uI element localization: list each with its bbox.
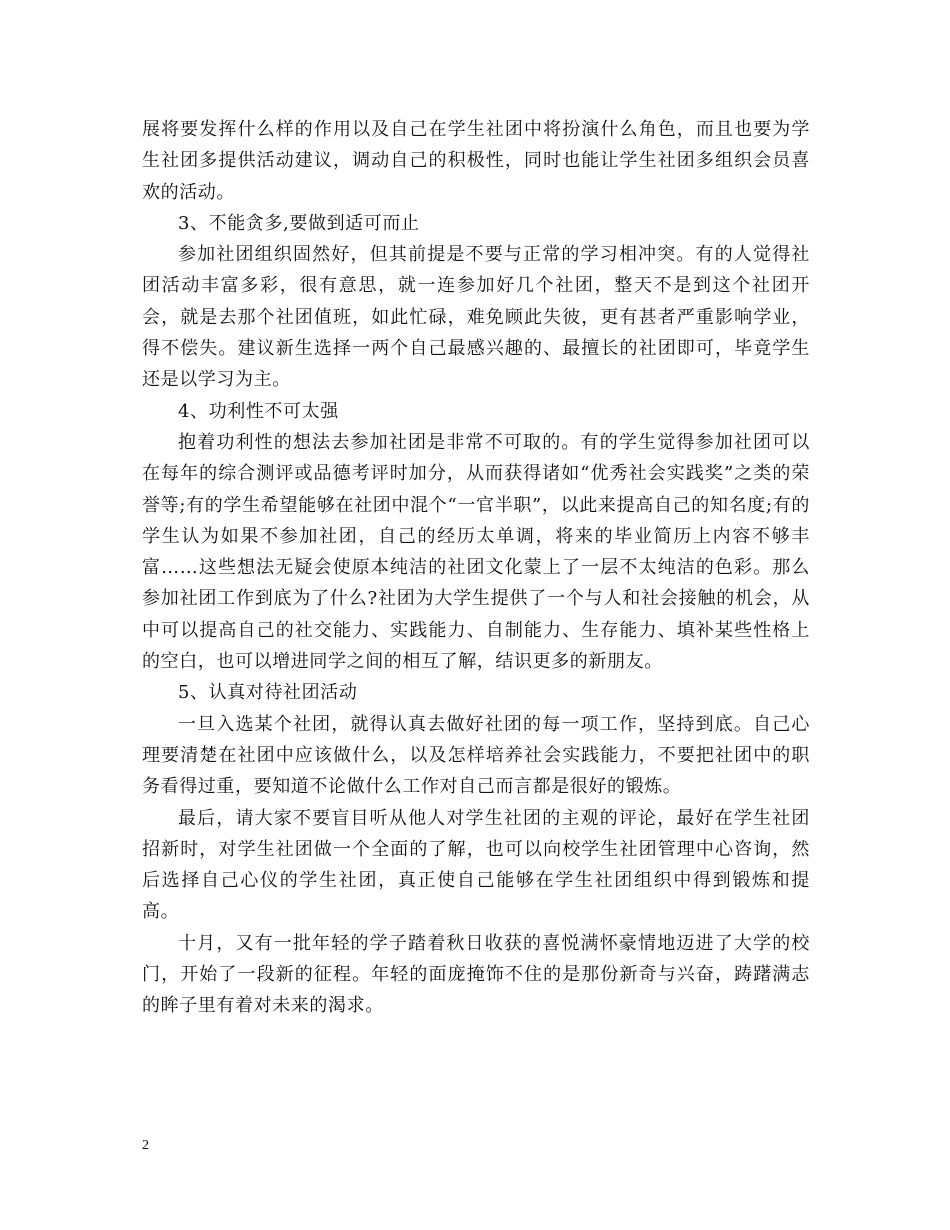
section-heading-5: 5、认真对待社团活动 — [178, 682, 358, 704]
document-body — [142, 114, 810, 1022]
paragraph-moderation: 参加社团组织固然好，但其前提是不要与正常的学习相冲突。有的人觉得社团活动丰富多彩，很有意思，就一连参加好几个社团，整天不是到这个社团开会，就是去那个社团值班，如此忙碌，难免顾此失彼，更有甚者严重影响学业，得不偿失。建议新生选择一两个自己最感兴趣的、最擅长的社团即可，毕竟学生还是以学习为主。 — [142, 244, 810, 391]
section-heading-3: 3、不能贪多,要做到适可而止 — [178, 212, 420, 234]
paragraph-utilitarian: 抱着功利性的想法去参加社团是非常不可取的。有的学生觉得参加社团可以在每年的综合测评或品德考评时加分，从而获得诸如“优秀社会实践奖”之类的荣誉等;有的学生希望能够在社团中混个“一官半职”，以此来提高自己的知名度;有的学生认为如果不参加社团，自己的经历太单调，将来的毕业简历上内容不够丰富……这些想法无疑会使原本纯洁的社团文化蒙上了一层不太纯洁的色彩。那么参加社团工作到底为了什么?社团为大学生提供了一个与人和社会接触的机会，从中可以提高自己的社交能力、实践能力、自制能力、生存能力、填补某些性格上的空白，也可以增进同学之间的相互了解，结识更多的新朋友。 — [142, 431, 810, 673]
paragraph-october: 十月，又有一批年轻的学子踏着秋日收获的喜悦满怀豪情地迈进了大学的校门，开始了一段新的征程。年轻的面庞掩饰不住的是那份新奇与兴奋，踌躇满志的眸子里有着对未来的渴求。 — [142, 932, 810, 1017]
paragraph-take-seriously: 一旦入选某个社团，就得认真去做好社团的每一项工作，坚持到底。自己心理要清楚在社团中应该做什么，以及怎样培养社会实践能力，不要把社团中的职务看得过重，要知道不论做什么工作对自己而言都是很好的锻炼。 — [142, 713, 810, 798]
page-number: 2 — [142, 1138, 149, 1153]
paragraph-conclusion: 最后，请大家不要盲目听从他人对学生社团的主观的评论，最好在学生社团招新时，对学生社团做一个全面的了解，也可以向校学生社团管理中心咨询，然后选择自己心仪的学生社团，真正使自己能够在学生社团组织中得到锻炼和提高。 — [142, 807, 810, 923]
paragraph-continuation: 展将要发挥什么样的作用以及自己在学生社团中将扮演什么角色，而且也要为学生社团多提供活动建议，调动自己的积极性，同时也能让学生社团多组织会员喜欢的活动。 — [142, 119, 810, 203]
section-heading-4: 4、功利性不可太强 — [178, 400, 339, 422]
